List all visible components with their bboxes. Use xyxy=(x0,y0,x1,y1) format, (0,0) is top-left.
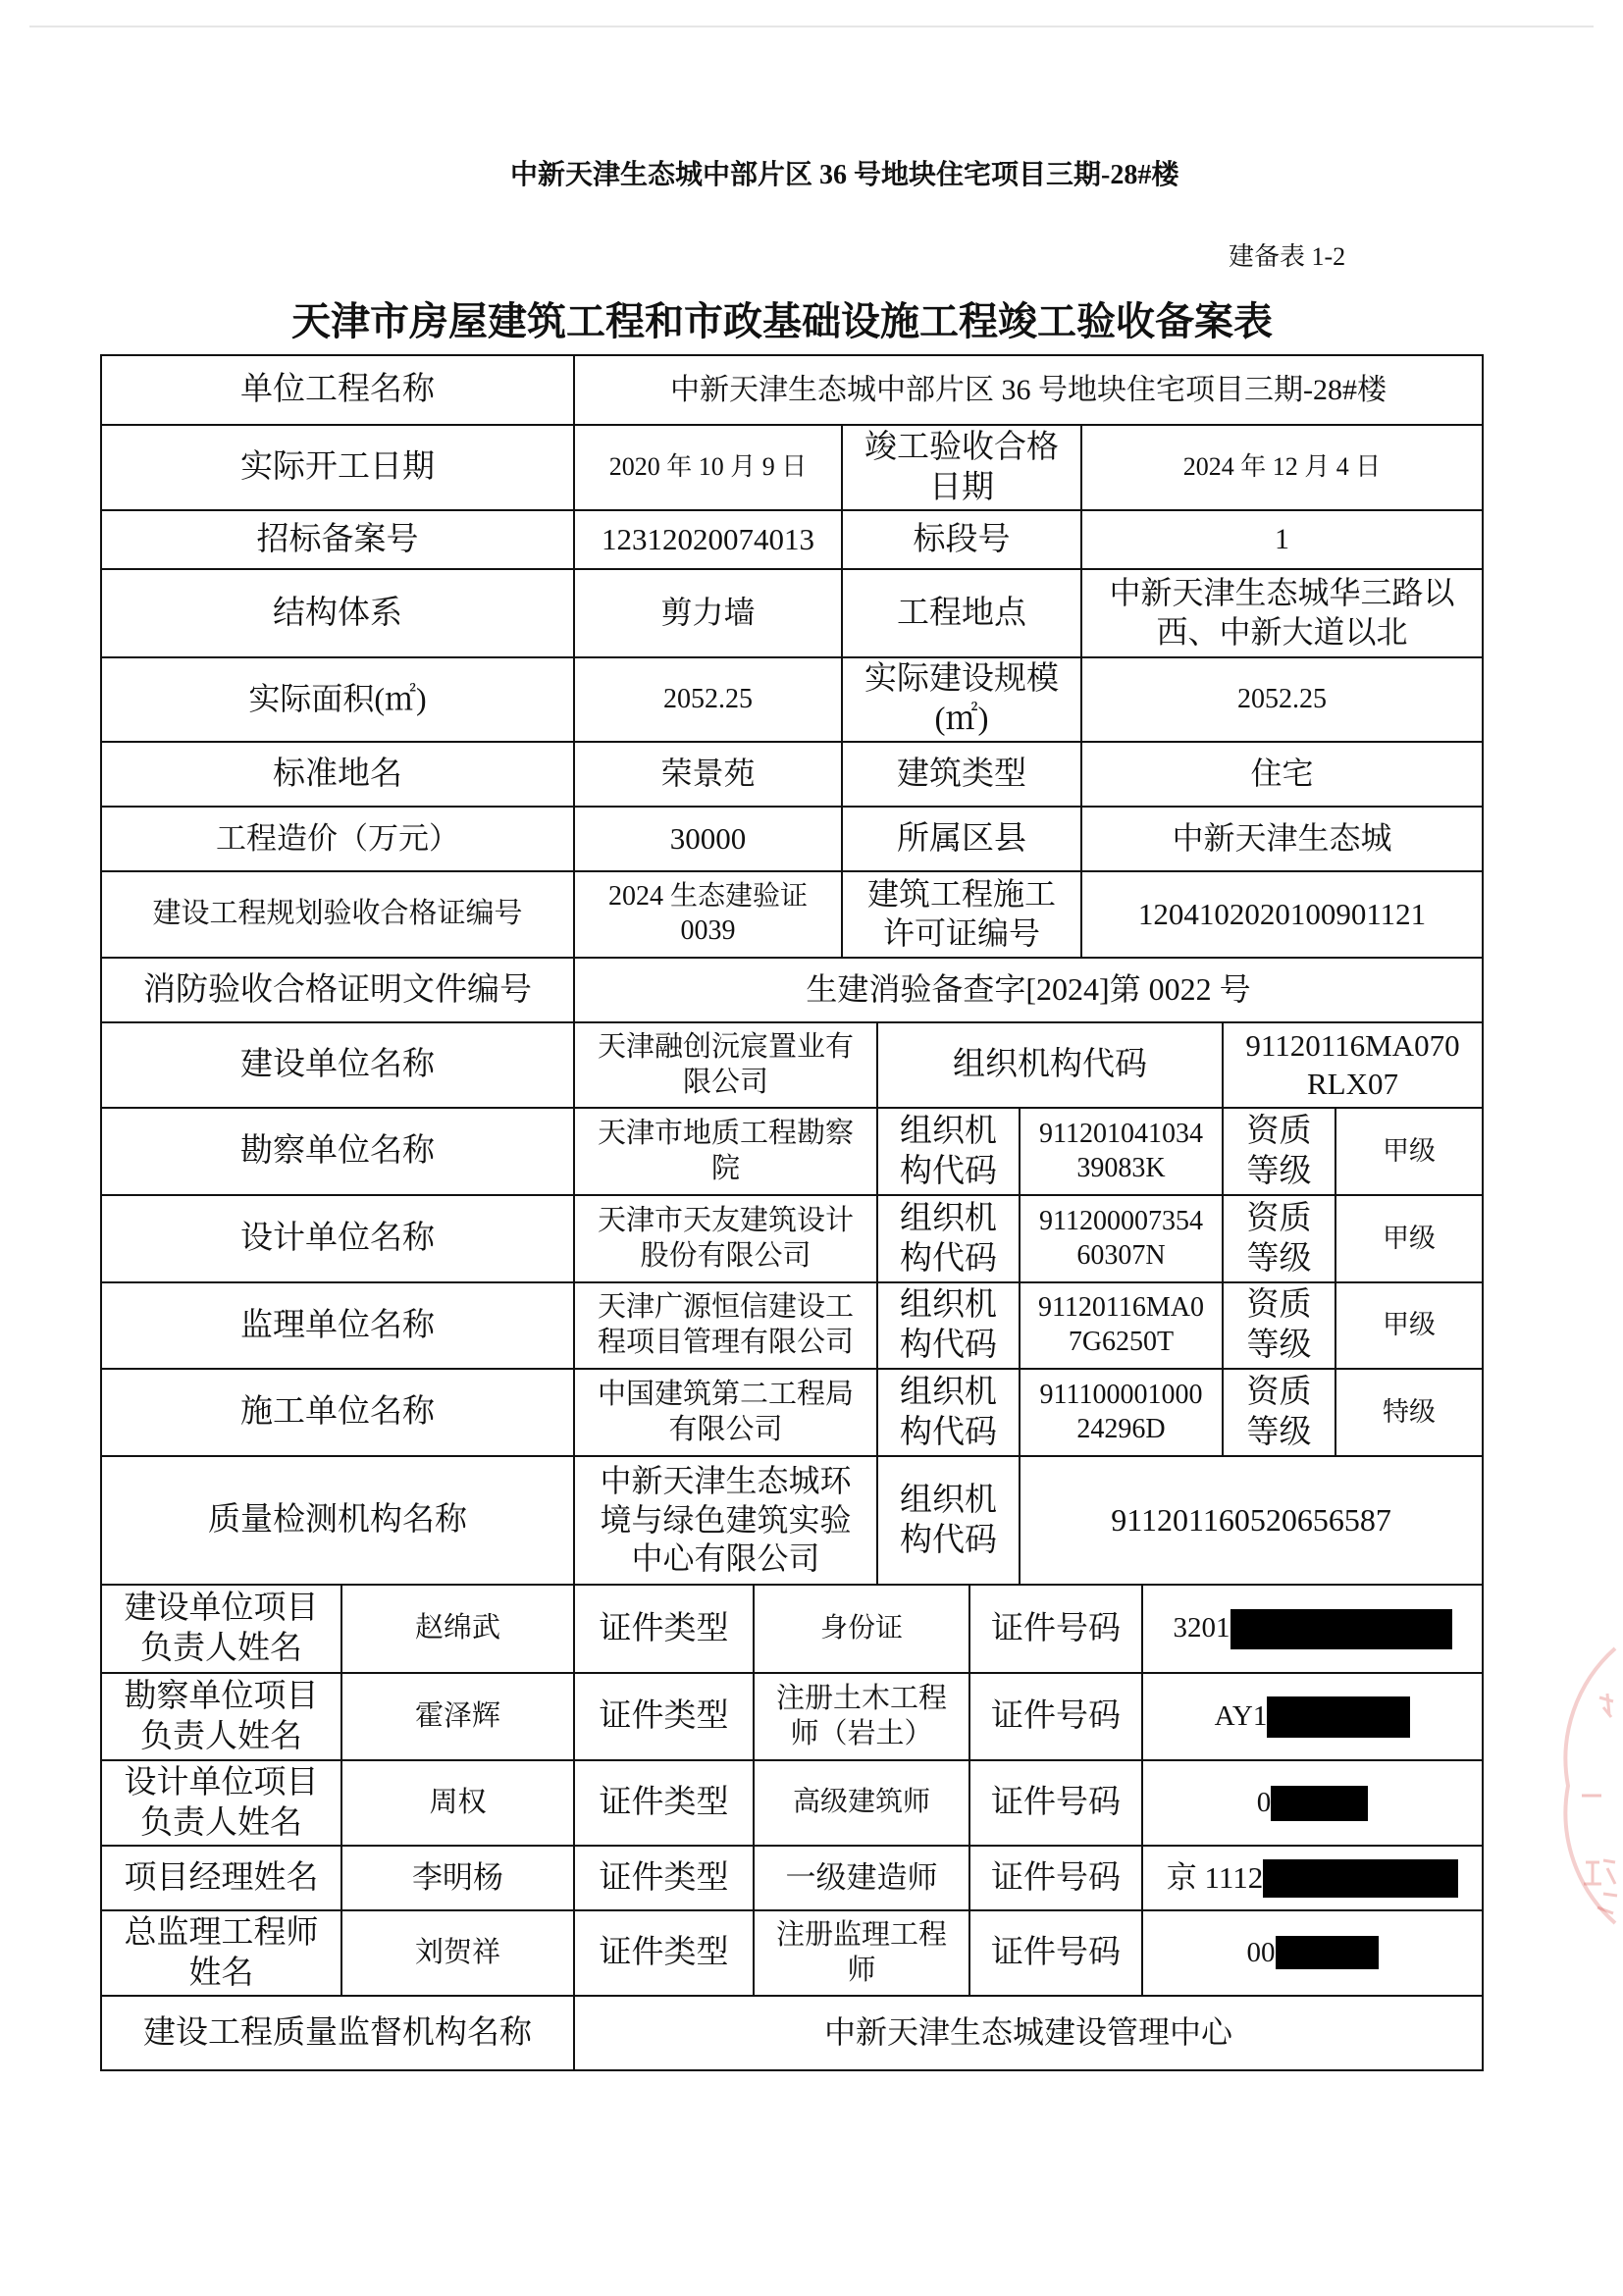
structure-label: 结构体系 xyxy=(101,569,574,657)
acceptance-date-label-cell xyxy=(842,425,1081,510)
survey-unit-code-cell xyxy=(1020,1108,1223,1195)
row-structure xyxy=(101,569,1483,657)
redaction-box xyxy=(1230,1609,1452,1649)
design-unit-code: 91120000735460307N xyxy=(1039,1205,1203,1271)
person-role-cell xyxy=(101,1585,341,1673)
supervision-agency-label: 建设工程质量监督机构名称 xyxy=(101,1996,574,2070)
district-value: 中新天津生态城 xyxy=(1081,807,1483,871)
supervision-agency-value: 中新天津生态城建设管理中心 xyxy=(574,1996,1483,2070)
survey-unit-name: 天津市地质工程勘察院 xyxy=(598,1117,855,1184)
id-no-visible-part: 00 xyxy=(1246,1936,1276,1968)
org-code-label: 组织机构代码 xyxy=(900,1374,997,1450)
grade-label: 资质等级 xyxy=(1246,1200,1312,1277)
id-no-label: 证件号码 xyxy=(969,1910,1142,1996)
org-code-label-cell xyxy=(877,1108,1020,1195)
person-role-label: 建设单位项目负责人姓名 xyxy=(124,1591,319,1666)
supervision-unit-name: 天津广源恒信建设工程项目管理有限公司 xyxy=(598,1291,855,1358)
redaction-box xyxy=(1263,1859,1458,1898)
row-person-chief-supervisor xyxy=(101,1910,1483,1996)
project-header-line: 中新天津生态城中部片区 36 号地块住宅项目三期-28#楼 xyxy=(510,160,1179,190)
testing-institution-name: 中新天津生态城环境与绿色建筑实验中心有限公司 xyxy=(600,1462,852,1577)
scale-value: 2052.25 xyxy=(1081,657,1483,742)
cost-value: 30000 xyxy=(574,807,842,871)
person-role-label: 勘察单位项目负责人姓名 xyxy=(124,1678,319,1754)
row-person-survey xyxy=(101,1673,1483,1760)
id-type-value: 一级建造师 xyxy=(754,1846,969,1910)
row-area xyxy=(101,657,1483,742)
row-construction-unit xyxy=(101,1022,1483,1108)
place-name-label: 标准地名 xyxy=(101,742,574,807)
id-type-label: 证件类型 xyxy=(574,1910,754,1996)
scale-label: 实际建设规模(㎡) xyxy=(864,661,1059,737)
person-role-label: 设计单位项目负责人姓名 xyxy=(124,1764,319,1841)
cost-label: 工程造价（万元） xyxy=(101,807,574,871)
org-code-label: 组织机构代码 xyxy=(900,1200,997,1277)
row-unit-name xyxy=(101,355,1483,425)
id-type-value-cell xyxy=(754,1673,969,1760)
building-type-value: 住宅 xyxy=(1081,742,1483,807)
person-name: 霍泽辉 xyxy=(341,1673,574,1760)
document-title: 天津市房屋建筑工程和市政基础设施工程竣工验收备案表 xyxy=(291,299,1273,344)
building-type-label: 建筑类型 xyxy=(842,742,1081,807)
section-value: 1 xyxy=(1081,510,1483,569)
person-role-cell xyxy=(101,1673,341,1760)
grade-label: 资质等级 xyxy=(1246,1113,1312,1189)
redaction-box xyxy=(1271,1786,1368,1821)
scale-label-cell xyxy=(842,657,1081,742)
row-person-construction xyxy=(101,1585,1483,1673)
contractor-unit-code: 91110000100024296D xyxy=(1039,1379,1203,1444)
org-code-label: 组织机构代码 xyxy=(900,1287,997,1363)
grade-label-cell xyxy=(1223,1195,1335,1282)
id-no-cell xyxy=(1142,1673,1483,1760)
person-name: 赵绵武 xyxy=(341,1585,574,1673)
person-name: 周权 xyxy=(341,1760,574,1846)
row-supervision-unit xyxy=(101,1282,1483,1369)
district-label: 所属区县 xyxy=(842,807,1081,871)
unit-name-value: 中新天津生态城中部片区 36 号地块住宅项目三期-28#楼 xyxy=(574,355,1483,425)
location-label: 工程地点 xyxy=(842,569,1081,657)
design-unit-label: 设计单位名称 xyxy=(101,1195,574,1282)
org-code-label: 组织机构代码 xyxy=(900,1482,997,1558)
person-name: 刘贺祥 xyxy=(341,1910,574,1996)
id-no-value-group xyxy=(1147,1696,1478,1738)
person-role-label: 总监理工程师姓名 xyxy=(124,1914,319,1991)
planning-cert-value: 2024 生态建验证 0039 xyxy=(607,881,808,946)
location-value-cell xyxy=(1081,569,1483,657)
redaction-box xyxy=(1267,1696,1410,1738)
contractor-unit-name-cell xyxy=(574,1369,877,1456)
form-code: 建备表 1-2 xyxy=(1229,242,1346,271)
row-design-unit xyxy=(101,1195,1483,1282)
org-code-label-cell xyxy=(877,1369,1020,1456)
row-contractor-unit xyxy=(101,1369,1483,1456)
row-person-project-manager xyxy=(101,1846,1483,1910)
id-no-visible-part: 3201 xyxy=(1173,1612,1230,1644)
survey-unit-code: 91120104103439083K xyxy=(1039,1118,1203,1183)
id-type-label: 证件类型 xyxy=(574,1585,754,1673)
contractor-unit-name: 中国建筑第二工程局有限公司 xyxy=(598,1378,855,1445)
row-person-design xyxy=(101,1760,1483,1846)
supervision-unit-grade: 甲级 xyxy=(1335,1282,1483,1369)
org-code-label-cell xyxy=(877,1456,1020,1585)
row-cost xyxy=(101,807,1483,871)
id-no-value-group xyxy=(1147,1609,1478,1649)
permit-value: 1204102020100901121 xyxy=(1081,871,1483,958)
id-type-label: 证件类型 xyxy=(574,1673,754,1760)
id-no-visible-part: 京 1112 xyxy=(1166,1859,1264,1895)
grade-label: 资质等级 xyxy=(1246,1374,1312,1450)
row-fire-cert xyxy=(101,958,1483,1022)
bid-record-value: 12312020074013 xyxy=(574,510,842,569)
section-label: 标段号 xyxy=(842,510,1081,569)
testing-institution-name-cell xyxy=(574,1456,877,1585)
row-bid xyxy=(101,510,1483,569)
org-code-label-cell xyxy=(877,1282,1020,1369)
area-label: 实际面积(㎡) xyxy=(101,657,574,742)
id-no-visible-part: AY1 xyxy=(1214,1699,1268,1732)
start-date-value: 2020 年 10 月 9 日 xyxy=(574,425,842,510)
id-type-label: 证件类型 xyxy=(574,1760,754,1846)
construction-unit-code-cell xyxy=(1223,1022,1483,1108)
person-name: 李明杨 xyxy=(341,1846,574,1910)
id-no-label: 证件号码 xyxy=(969,1673,1142,1760)
construction-unit-code: 91120116MA070RLX07 xyxy=(1245,1028,1460,1101)
id-type-value: 注册土木工程师（岩土） xyxy=(776,1682,948,1749)
supervision-unit-name-cell xyxy=(574,1282,877,1369)
start-date-label: 实际开工日期 xyxy=(101,425,574,510)
area-value: 2052.25 xyxy=(574,657,842,742)
row-testing-institution xyxy=(101,1456,1483,1585)
construction-unit-name: 天津融创沅宸置业有限公司 xyxy=(598,1030,855,1098)
design-unit-grade: 甲级 xyxy=(1335,1195,1483,1282)
contractor-unit-grade: 特级 xyxy=(1335,1369,1483,1456)
id-no-label: 证件号码 xyxy=(969,1585,1142,1673)
id-type-value: 身份证 xyxy=(754,1585,969,1673)
planning-cert-label: 建设工程规划验收合格证编号 xyxy=(101,871,574,958)
bid-record-label: 招标备案号 xyxy=(101,510,574,569)
survey-unit-grade: 甲级 xyxy=(1335,1108,1483,1195)
org-code-label-cell xyxy=(877,1195,1020,1282)
id-no-cell xyxy=(1142,1760,1483,1846)
testing-institution-label: 质量检测机构名称 xyxy=(101,1456,574,1585)
permit-label-cell xyxy=(842,871,1081,958)
scan-edge-line xyxy=(29,26,1594,27)
grade-label: 资质等级 xyxy=(1246,1287,1312,1363)
id-no-label: 证件号码 xyxy=(969,1760,1142,1846)
official-seal-fragment xyxy=(1539,1629,1623,1943)
row-supervision-agency xyxy=(101,1996,1483,2070)
design-unit-name: 天津市天友建筑设计股份有限公司 xyxy=(598,1204,855,1272)
structure-value: 剪力墙 xyxy=(574,569,842,657)
org-code-label: 组织机构代码 xyxy=(877,1022,1223,1108)
row-dates xyxy=(101,425,1483,510)
id-no-value-group xyxy=(1147,1936,1478,1971)
grade-label-cell xyxy=(1223,1108,1335,1195)
testing-institution-code: 911201160520656587 xyxy=(1020,1456,1483,1585)
acceptance-date-value: 2024 年 12 月 4 日 xyxy=(1081,425,1483,510)
unit-name-label: 单位工程名称 xyxy=(101,355,574,425)
person-role-cell xyxy=(101,1910,341,1996)
id-type-value-cell xyxy=(754,1910,969,1996)
id-no-cell xyxy=(1142,1846,1483,1910)
design-unit-code-cell xyxy=(1020,1195,1223,1282)
redaction-box xyxy=(1276,1936,1379,1969)
row-place-name xyxy=(101,742,1483,807)
id-no-visible-part: 0 xyxy=(1256,1786,1272,1818)
person-role-cell xyxy=(101,1760,341,1846)
id-no-cell xyxy=(1142,1585,1483,1673)
supervision-unit-code: 91120116MA07G6250T xyxy=(1037,1292,1205,1357)
id-no-value-group xyxy=(1147,1859,1478,1898)
grade-label-cell xyxy=(1223,1369,1335,1456)
fire-cert-value: 生建消验备查字[2024]第 0022 号 xyxy=(574,958,1483,1022)
id-type-value: 注册监理工程师 xyxy=(776,1918,948,1986)
supervision-unit-label: 监理单位名称 xyxy=(101,1282,574,1369)
org-code-label: 组织机构代码 xyxy=(900,1113,997,1189)
survey-unit-label: 勘察单位名称 xyxy=(101,1108,574,1195)
place-name-value: 荣景苑 xyxy=(574,742,842,807)
id-type-value: 高级建筑师 xyxy=(754,1760,969,1846)
survey-unit-name-cell xyxy=(574,1108,877,1195)
fire-cert-label: 消防验收合格证明文件编号 xyxy=(101,958,574,1022)
construction-unit-label: 建设单位名称 xyxy=(101,1022,574,1108)
id-no-cell xyxy=(1142,1910,1483,1996)
acceptance-date-label: 竣工验收合格日期 xyxy=(864,429,1059,505)
id-no-value-group xyxy=(1147,1786,1478,1821)
contractor-unit-label: 施工单位名称 xyxy=(101,1369,574,1456)
contractor-unit-code-cell xyxy=(1020,1369,1223,1456)
id-type-label: 证件类型 xyxy=(574,1846,754,1910)
row-survey-unit xyxy=(101,1108,1483,1195)
planning-cert-value-cell xyxy=(574,871,842,958)
person-role-label: 项目经理姓名 xyxy=(101,1846,341,1910)
supervision-unit-code-cell xyxy=(1020,1282,1223,1369)
permit-label: 建筑工程施工许可证编号 xyxy=(867,876,1057,951)
row-certificates xyxy=(101,871,1483,958)
design-unit-name-cell xyxy=(574,1195,877,1282)
construction-unit-name-cell xyxy=(574,1022,877,1108)
location-value: 中新天津生态城华三路以西、中新大道以北 xyxy=(1109,575,1455,650)
filing-form-table xyxy=(100,354,1484,2071)
grade-label-cell xyxy=(1223,1282,1335,1369)
id-no-label: 证件号码 xyxy=(969,1846,1142,1910)
